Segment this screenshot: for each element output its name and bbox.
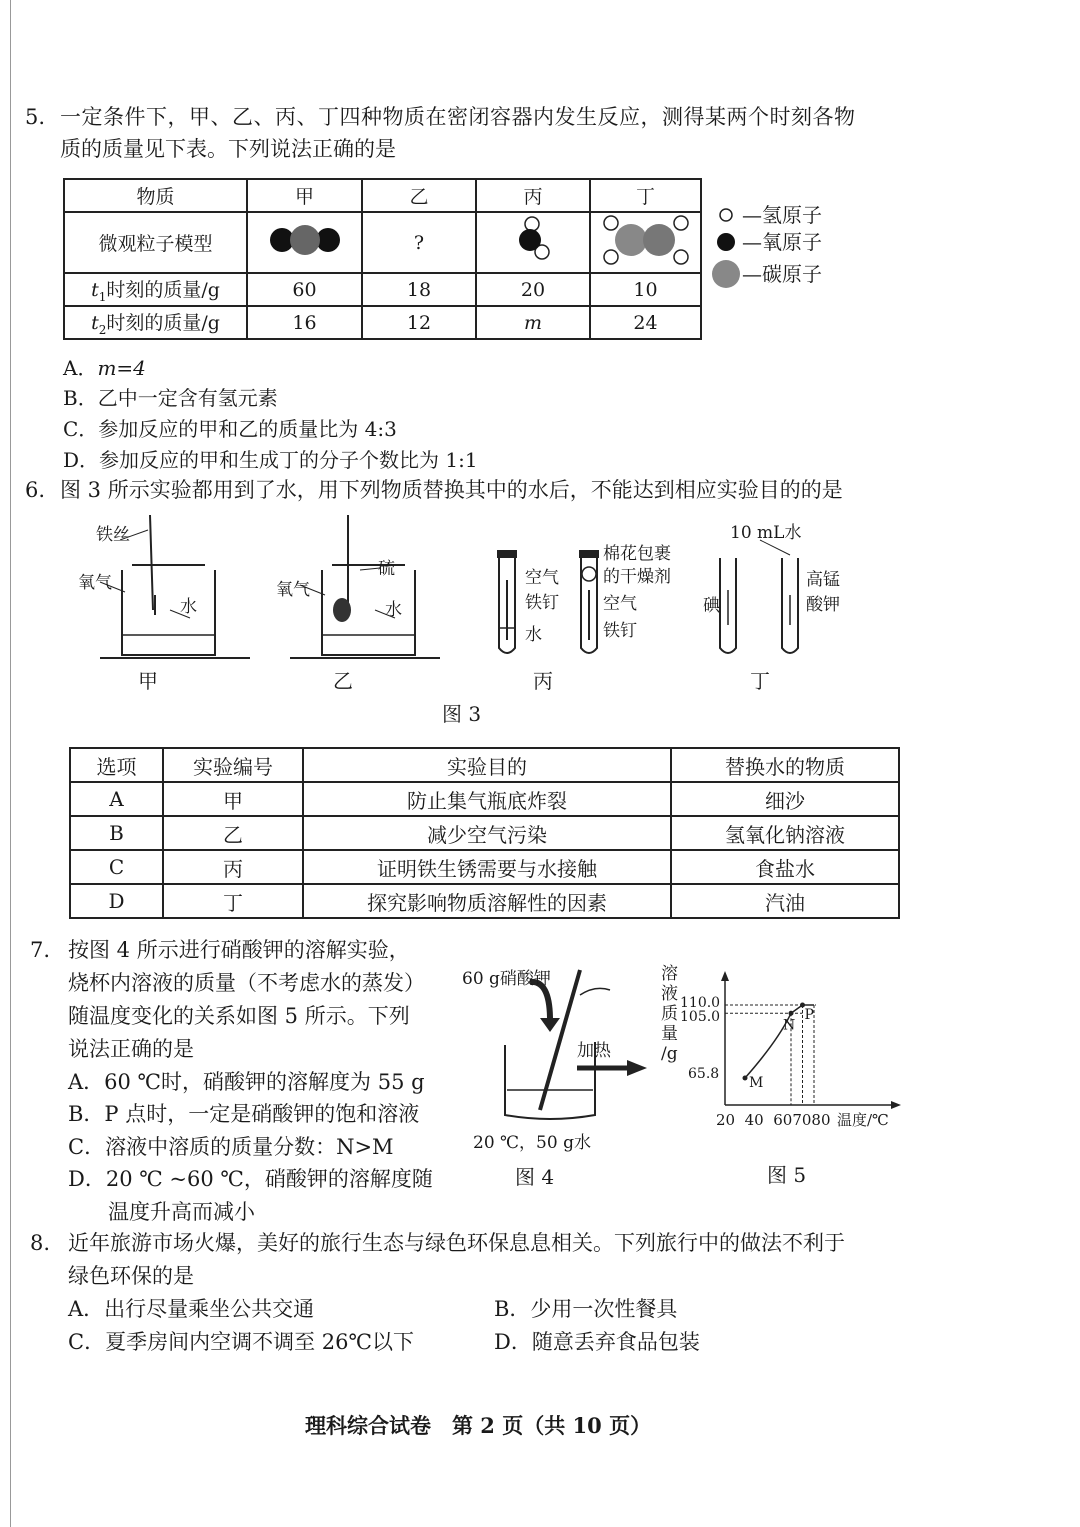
q5-model-jia bbox=[247, 212, 362, 273]
q6-cell: D bbox=[70, 884, 163, 918]
chart-series-line bbox=[745, 1005, 803, 1078]
chart-ytick: 110.0 bbox=[680, 995, 721, 1011]
fig3-ding-caption: 丁 bbox=[750, 669, 770, 693]
chart-ytick: 105.0 bbox=[680, 1009, 721, 1025]
fig3-jia-wire: 铁丝 bbox=[96, 525, 130, 545]
ethanol-molecule-icon bbox=[601, 213, 691, 267]
q8-option-a: A．出行尽量乘坐公共交通 bbox=[68, 1297, 315, 1321]
q6-cell: 细沙 bbox=[671, 782, 899, 816]
q6-cell: 食盐水 bbox=[671, 850, 899, 884]
q5-header-cell: 乙 bbox=[362, 179, 476, 212]
hydrogen-atom-icon bbox=[720, 209, 732, 221]
q5-option-d: D．参加反应的甲和生成丁的分子个数比为 1:1 bbox=[63, 448, 478, 472]
fig3-bing-air: 空气 bbox=[525, 568, 559, 588]
fig4-heat-label: 加热 bbox=[577, 1041, 611, 1061]
q5-model-label: 微观粒子模型 bbox=[64, 212, 247, 273]
fig4-cond-label: 20 ℃，50 g水 bbox=[473, 1133, 591, 1153]
q5-t1-value: 60 bbox=[247, 273, 362, 306]
q6-cell: 氢氧化钠溶液 bbox=[671, 816, 899, 850]
fig3-yi-o2: 氧气 bbox=[276, 580, 310, 600]
fig3-yi-water: 水 bbox=[385, 600, 402, 620]
q5-t2-value: 12 bbox=[362, 306, 476, 339]
legend-oxygen: —氧原子 bbox=[742, 230, 822, 254]
q6-cell: 汽油 bbox=[671, 884, 899, 918]
q7-number: 7. bbox=[30, 938, 51, 962]
fig3-bing-cotton2: 的干燥剂 bbox=[603, 567, 671, 587]
page-edge bbox=[10, 0, 11, 1527]
q6-header-cell: 实验编号 bbox=[163, 748, 303, 782]
legend-hydrogen: —氢原子 bbox=[742, 203, 822, 227]
fig3-jia-o2: 氧气 bbox=[78, 573, 112, 593]
q6-cell: 乙 bbox=[163, 816, 303, 850]
q6-cell: 丙 bbox=[163, 850, 303, 884]
q5-t2-value: 24 bbox=[590, 306, 701, 339]
chart-label-m: M bbox=[749, 1075, 764, 1091]
co2-molecule-icon bbox=[265, 223, 345, 257]
q6-cell: 丁 bbox=[163, 884, 303, 918]
q8-stem-line2: 绿色环保的是 bbox=[68, 1264, 194, 1288]
q5-model-yi: ? bbox=[362, 212, 476, 273]
figure-5-chart bbox=[660, 965, 910, 1130]
q5-t2-value: m bbox=[476, 306, 590, 339]
chart-point-n bbox=[789, 1011, 794, 1016]
fig3-ding-kmno4-2: 酸钾 bbox=[806, 595, 840, 615]
q6-cell: 探究影响物质溶解性的因素 bbox=[303, 884, 671, 918]
chart-xlabel: 温度/℃ bbox=[837, 1111, 889, 1129]
fig3-jia-caption: 甲 bbox=[138, 669, 158, 693]
fig5-caption: 图 5 bbox=[767, 1163, 807, 1187]
q5-option-a: A．m=4 bbox=[63, 356, 146, 380]
q7-option-d: D．20 ℃ ~60 ℃，硝酸钾的溶解度随 bbox=[68, 1167, 433, 1191]
q6-stem: 图 3 所示实验都用到了水，用下列物质替换其中的水后，不能达到相应实验目的的是 bbox=[60, 478, 843, 502]
fig3-ding-iodine: 碘 bbox=[703, 596, 720, 616]
q7-option-b: B．P 点时，一定是硝酸钾的饱和溶液 bbox=[68, 1102, 420, 1126]
q8-option-c: C．夏季房间内空调不调至 26℃以下 bbox=[68, 1330, 414, 1354]
fig3-jia-water: 水 bbox=[180, 597, 197, 617]
q5-t1-value: 18 bbox=[362, 273, 476, 306]
fig3-ding-kmno4-1: 高锰 bbox=[806, 570, 840, 590]
chart-xtick-labels: 20 40 607080 bbox=[716, 1111, 831, 1129]
q5-option-b: B．乙中一定含有氢元素 bbox=[63, 386, 278, 410]
q5-option-c: C．参加反应的甲和乙的质量比为 4:3 bbox=[63, 417, 397, 441]
q6-table bbox=[69, 747, 900, 919]
q5-stem-line2: 质的质量见下表。下列说法正确的是 bbox=[60, 137, 396, 161]
q6-cell: 防止集气瓶底炸裂 bbox=[303, 782, 671, 816]
q6-header-cell: 替换水的物质 bbox=[671, 748, 899, 782]
fig3-bing-nail: 铁钉 bbox=[525, 593, 559, 613]
page-footer: 理科综合试卷 第 2 页（共 10 页） bbox=[305, 1413, 652, 1438]
q6-cell: 减少空气污染 bbox=[303, 816, 671, 850]
chart-ytick: 65.8 bbox=[688, 1066, 720, 1082]
water-molecule-icon bbox=[508, 215, 558, 265]
q6-header-cell: 选项 bbox=[70, 748, 163, 782]
q8-option-b: B．少用一次性餐具 bbox=[494, 1297, 678, 1321]
chart-y-arrow bbox=[721, 971, 729, 981]
q8-number: 8. bbox=[30, 1231, 51, 1255]
fig4-caption: 图 4 bbox=[515, 1165, 555, 1189]
q5-number: 5. bbox=[25, 105, 46, 129]
oxygen-atom-icon bbox=[717, 233, 735, 251]
q7-option-d-cont: 温度升高而减小 bbox=[108, 1200, 255, 1224]
q5-header-cell: 甲 bbox=[247, 179, 362, 212]
q5-model-bing bbox=[476, 212, 590, 273]
yi-apparatus bbox=[290, 515, 440, 658]
fig3-yi-caption: 乙 bbox=[333, 669, 353, 693]
q8-option-d: D．随意丢弃食品包装 bbox=[494, 1330, 700, 1354]
q5-header-cell: 丙 bbox=[476, 179, 590, 212]
q6-header-cell: 实验目的 bbox=[303, 748, 671, 782]
q7-stem-line: 烧杯内溶液的质量（不考虑水的蒸发） bbox=[68, 971, 425, 995]
q6-cell: B bbox=[70, 816, 163, 850]
fig3-bing-cotton1: 棉花包裹 bbox=[603, 544, 671, 564]
q5-t1-value: 20 bbox=[476, 273, 590, 306]
fig3-bing-water: 水 bbox=[525, 625, 542, 645]
fig4-add-label: 60 g硝酸钾 bbox=[462, 969, 551, 989]
q7-stem-line: 随温度变化的关系如图 5 所示。下列 bbox=[68, 1004, 410, 1028]
fig3-caption: 图 3 bbox=[442, 702, 482, 726]
q5-model-ding bbox=[590, 212, 701, 273]
q5-header-cell: 物质 bbox=[64, 179, 247, 212]
q5-t1-value: 10 bbox=[590, 273, 701, 306]
chart-point-m bbox=[743, 1076, 748, 1081]
q5-header-cell: 丁 bbox=[590, 179, 701, 212]
q5-table bbox=[63, 178, 702, 340]
atom-legend-icons bbox=[712, 200, 742, 290]
fig3-yi-s: 硫 bbox=[378, 559, 395, 579]
chart-ylabel: 溶 液 质 量 /g bbox=[661, 964, 678, 1064]
q5-stem-line1: 一定条件下，甲、乙、丙、丁四种物质在密闭容器内发生反应，测得某两个时刻各物 bbox=[60, 105, 856, 129]
legend-carbon: —碳原子 bbox=[742, 262, 822, 286]
chart-label-p: P bbox=[804, 1007, 814, 1023]
q6-cell: 证明铁生锈需要与水接触 bbox=[303, 850, 671, 884]
q7-stem-line: 按图 4 所示进行硝酸钾的溶解实验， bbox=[68, 938, 410, 962]
q6-cell: C bbox=[70, 850, 163, 884]
fig3-ding-water: 10 mL水 bbox=[730, 523, 802, 543]
q6-cell: A bbox=[70, 782, 163, 816]
chart-x-arrow bbox=[891, 1101, 901, 1109]
carbon-atom-icon bbox=[712, 260, 740, 288]
ding-apparatus bbox=[720, 540, 798, 653]
fig3-bing-nail2: 铁钉 bbox=[603, 621, 637, 641]
q5-row-t1-label: $t_1$时刻的质量/g bbox=[64, 273, 247, 306]
fig3-bing-air2: 空气 bbox=[603, 594, 637, 614]
q8-stem-line1: 近年旅游市场火爆，美好的旅行生态与绿色环保息息相关。下列旅行中的做法不利于 bbox=[68, 1231, 845, 1255]
chart-label-n: N bbox=[783, 1017, 796, 1034]
q7-option-c: C．溶液中溶质的质量分数：N>M bbox=[68, 1135, 394, 1159]
q7-option-a: A．60 ℃时，硝酸钾的溶解度为 55 g bbox=[68, 1070, 425, 1094]
q5-t2-value: 16 bbox=[247, 306, 362, 339]
q6-cell: 甲 bbox=[163, 782, 303, 816]
q6-number: 6. bbox=[25, 478, 46, 502]
fig3-bing-caption: 丙 bbox=[533, 669, 553, 693]
q7-stem-line: 说法正确的是 bbox=[68, 1037, 194, 1061]
q5-row-t2-label: $t_2$时刻的质量/g bbox=[64, 306, 247, 339]
